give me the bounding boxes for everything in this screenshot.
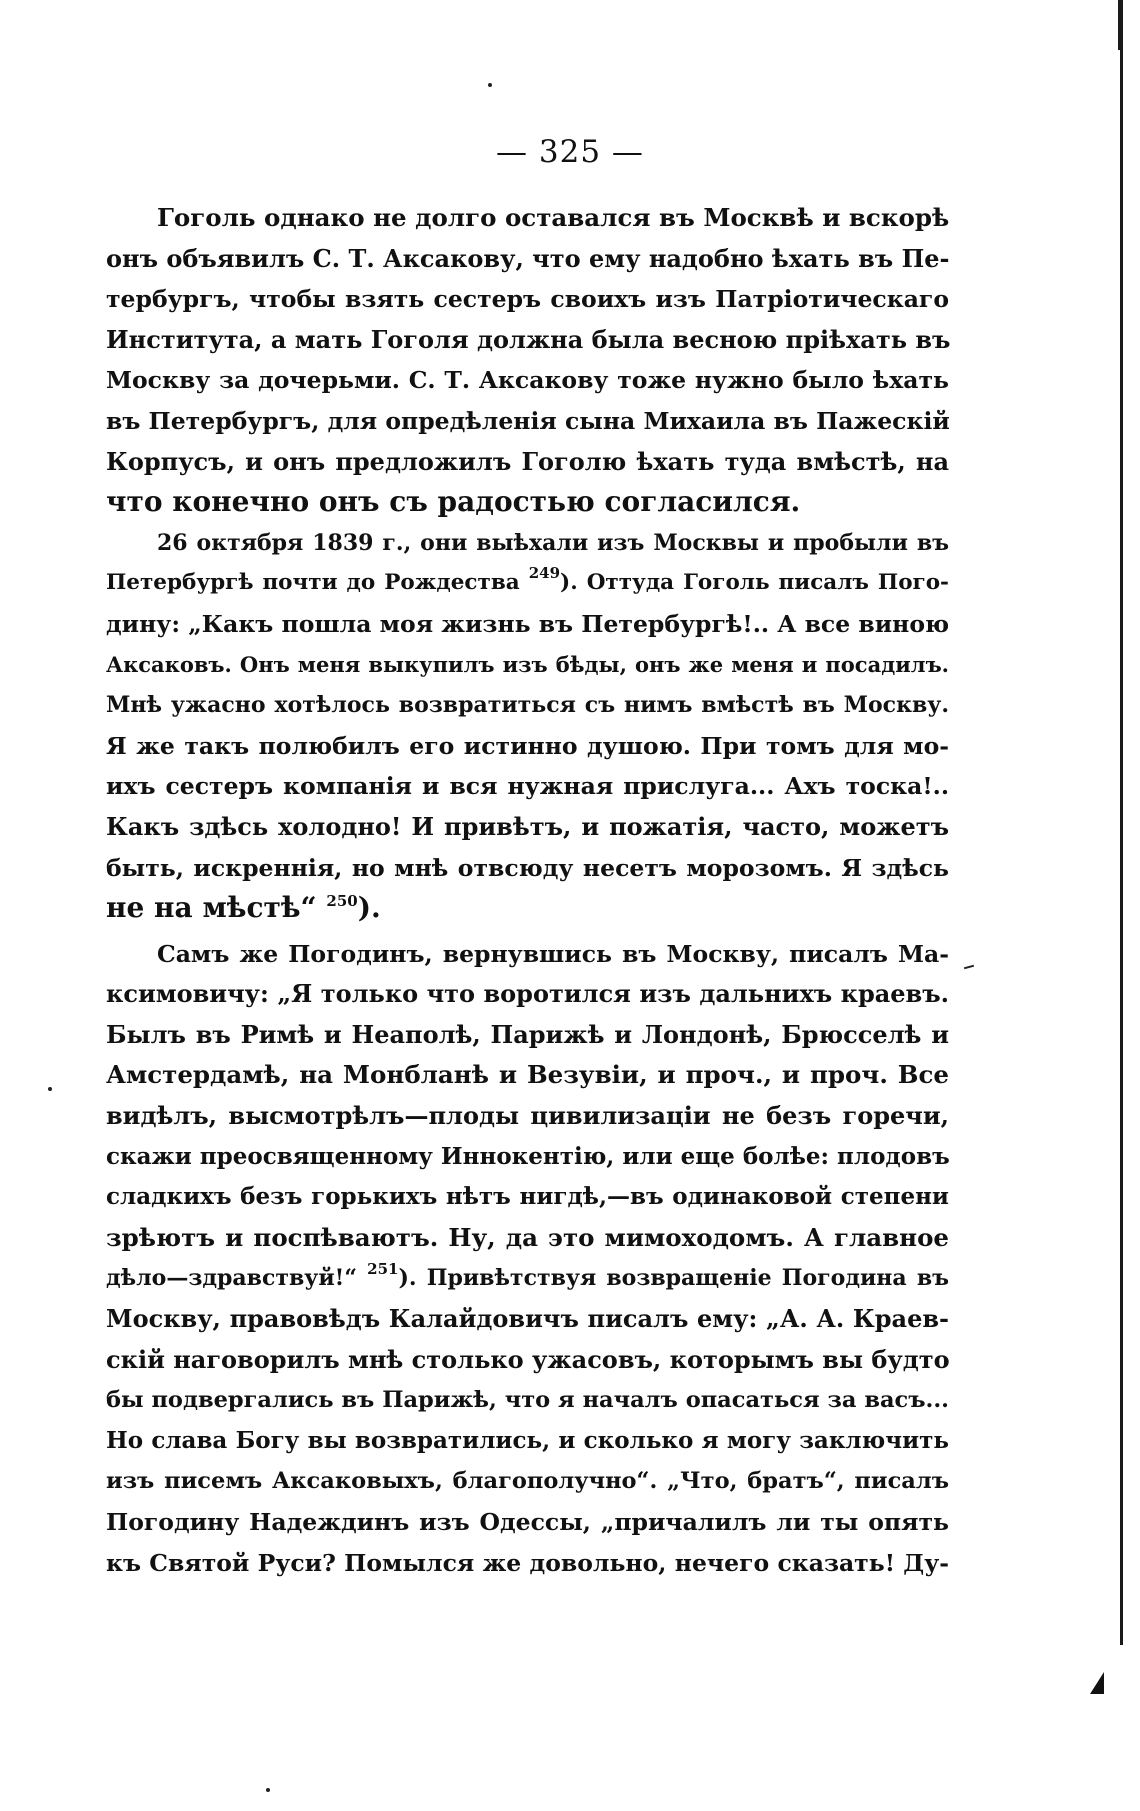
text-line: Былъ въ Римѣ и Неаполѣ, Парижѣ и Лондонѣ, Брюсселѣ и [106,1019,949,1049]
text-fragment: Привѣтствуя возвращеніе Погодина въ [426,1265,949,1292]
text-line: онъ объявилъ С. Т. Аксакову, что ему надобно ѣхать въ Пе- [106,243,950,273]
text-line: видѣлъ, высмотрѣлъ—плоды цивилизаціи не безъ горечи, [106,1101,949,1131]
footnote-ref-249: 249 [528,564,561,583]
text-line-with-footnote: дѣло—здравствуй!“ $^{251}$). Привѣтствуя возвращеніе Погодина въ [106,1260,949,1292]
text-line: Погодину Надеждинъ изъ Одессы, „причалилъ ли ты опять [106,1508,949,1536]
text-line: Гоголь однако не долго оставался въ Москвѣ и вскорѣ [157,203,950,232]
scan-speck [488,83,492,87]
text-block [106,198,949,1583]
text-line: Какъ здѣсь холодно! И привѣтъ, и пожатія, часто, можетъ [106,811,949,841]
page-number: — 325 — [496,134,644,170]
text-fragment: не на мѣстѣ“ [106,891,317,925]
text-line: Мнѣ ужасно хотѣлось возвратиться съ нимъ вмѣстѣ въ Москву. [106,692,949,719]
text-line: Москву, правовѣдъ Калайдовичъ писалъ ему: „А. А. Краев- [106,1304,949,1334]
text-line: ксимовичу: „Я только что воротился изъ дальнихъ краевъ. [106,979,949,1009]
text-line: въ Петербургъ, для опредѣленія сына Михаила въ Пажескій [106,406,950,435]
text-line: ихъ сестеръ компанія и вся нужная прислуга... Ахъ тоска!.. [106,772,949,801]
text-line: къ Святой Руси? Помылся же довольно, нечего сказать! Ду- [106,1548,949,1577]
text-line-with-footnote: Петербургѣ почти до Рождества $^{249}$). Оттуда Гоголь писалъ Пого- [106,564,949,596]
text-line: тербургъ, чтобы взять сестеръ своихъ изъ Патріотическаго [106,285,949,314]
scan-corner-mark [1090,1672,1104,1694]
text-line: дину: „Какъ пошла моя жизнь въ Петербургѣ!.. А все виною [106,609,950,638]
text-line: зрѣютъ и поспѣваютъ. Ну, да это мимоходомъ. А главное [106,1222,949,1252]
text-line: что конечно онъ съ радостью согласился. [106,485,801,519]
text-line: быть, искреннія, но мнѣ отвсюду несетъ морозомъ. Я здѣсь [106,853,949,882]
text-line: скій наговорилъ мнѣ столько ужасовъ, которымъ вы будто [106,1344,950,1374]
text-line: Самъ же Погодинъ, вернувшись въ Москву, писалъ Ма- [157,939,949,968]
text-line: Москву за дочерьми. С. Т. Аксакову тоже нужно было ѣхать [106,366,949,395]
footnote-ref-251: 251 [367,1260,399,1279]
scan-speck [48,1087,52,1091]
text-fragment: Оттуда Гоголь писалъ Пого- [586,570,949,596]
footnote-ref-250: 250 [326,892,358,911]
text-line: Корпусъ, и онъ предложилъ Гоголю ѣхать туда вмѣстѣ, на [106,446,949,476]
text-line: изъ писемъ Аксаковыхъ, благополучно“. „Что, братъ“, писалъ [106,1468,949,1495]
scan-edge-line [1120,0,1123,1645]
text-line: Амстердамѣ, на Монбланѣ и Везувіи, и проч., и проч. Все [106,1060,949,1090]
scan-speck [266,1788,270,1792]
text-line: Института, а мать Гоголя должна была весною пріѣхать въ [106,324,951,354]
text-line: Аксаковъ. Онъ меня выкупилъ изъ бѣды, онъ же меня и посадилъ. [106,651,949,677]
text-line-with-footnote [106,888,949,929]
text-fragment: дѣло—здравствуй!“ [106,1265,357,1292]
margin-tick [964,965,974,970]
text-fragment: Петербургѣ почти до Рождества [106,570,520,596]
text-line: Но слава Богу вы возвратились, и сколько я могу заключить [106,1426,949,1454]
footnote-close: ). [357,891,381,925]
text-line: сладкихъ безъ горькихъ нѣтъ нигдѣ,—въ одинаковой степени [106,1183,949,1211]
text-line: Я же такъ полюбилъ его истинно душою. При томъ для мо- [106,731,949,760]
text-line: бы подвергались въ Парижѣ, что я началъ опасаться за васъ... [106,1387,949,1414]
text-line: скажи преосвященному Иннокентію, или еще болѣе: плодовъ [106,1142,950,1170]
scan-edge-line-top [1118,0,1122,50]
text-line: 26 октября 1839 г., они выѣхали изъ Москвы и пробыли въ [157,529,949,556]
